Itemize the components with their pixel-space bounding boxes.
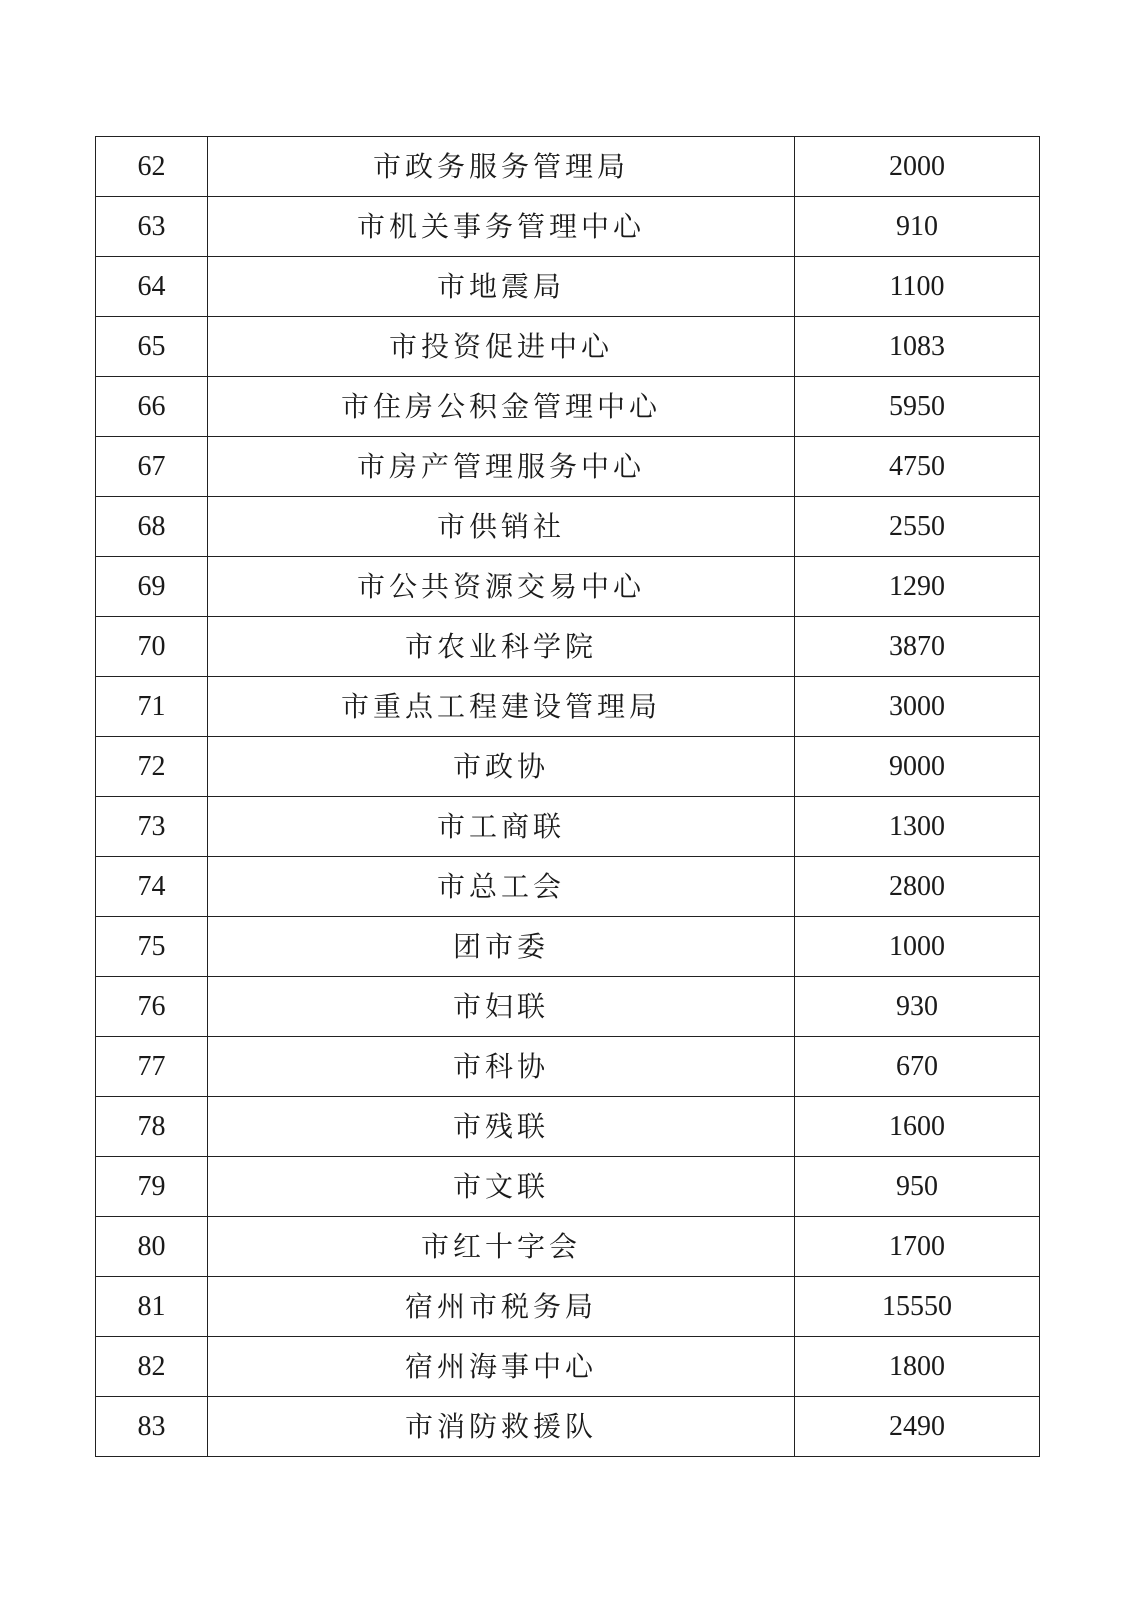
table-row (96, 1157, 1040, 1217)
row-number: 76 (96, 977, 208, 1037)
table-row (96, 1337, 1040, 1397)
table-row (96, 617, 1040, 677)
row-number: 80 (96, 1217, 208, 1277)
row-number: 65 (96, 317, 208, 377)
unit-name: 市残联 (208, 1097, 795, 1157)
unit-name: 市文联 (208, 1157, 795, 1217)
amount-value: 930 (795, 977, 1040, 1037)
amount-value: 5950 (795, 377, 1040, 437)
amount-value: 1600 (795, 1097, 1040, 1157)
table-row (96, 317, 1040, 377)
unit-name: 市重点工程建设管理局 (208, 677, 795, 737)
unit-name: 市科协 (208, 1037, 795, 1097)
amount-value: 1100 (795, 257, 1040, 317)
table-row (96, 1397, 1040, 1457)
table-row (96, 1037, 1040, 1097)
unit-name: 市消防救援队 (208, 1397, 795, 1457)
unit-name: 市农业科学院 (208, 617, 795, 677)
table-row (96, 197, 1040, 257)
amount-value: 1800 (795, 1337, 1040, 1397)
row-number: 69 (96, 557, 208, 617)
table-row (96, 737, 1040, 797)
unit-name: 市政务服务管理局 (208, 137, 795, 197)
row-number: 77 (96, 1037, 208, 1097)
amount-value: 1083 (795, 317, 1040, 377)
table-row (96, 857, 1040, 917)
table-row (96, 377, 1040, 437)
row-number: 71 (96, 677, 208, 737)
amount-value: 910 (795, 197, 1040, 257)
allocation-table (95, 136, 1040, 1457)
amount-value: 4750 (795, 437, 1040, 497)
row-number: 74 (96, 857, 208, 917)
amount-value: 2800 (795, 857, 1040, 917)
amount-value: 1000 (795, 917, 1040, 977)
amount-value: 9000 (795, 737, 1040, 797)
amount-value: 950 (795, 1157, 1040, 1217)
amount-value: 3000 (795, 677, 1040, 737)
table-row (96, 257, 1040, 317)
amount-value: 3870 (795, 617, 1040, 677)
table-row (96, 557, 1040, 617)
unit-name: 宿州市税务局 (208, 1277, 795, 1337)
amount-value: 670 (795, 1037, 1040, 1097)
unit-name: 市妇联 (208, 977, 795, 1037)
amount-value: 1700 (795, 1217, 1040, 1277)
table-row (96, 1217, 1040, 1277)
row-number: 73 (96, 797, 208, 857)
unit-name: 市公共资源交易中心 (208, 557, 795, 617)
table-row (96, 1277, 1040, 1337)
table-row (96, 677, 1040, 737)
row-number: 81 (96, 1277, 208, 1337)
unit-name: 市工商联 (208, 797, 795, 857)
amount-value: 1300 (795, 797, 1040, 857)
table-row (96, 797, 1040, 857)
row-number: 83 (96, 1397, 208, 1457)
unit-name: 市总工会 (208, 857, 795, 917)
table-row (96, 977, 1040, 1037)
unit-name: 市机关事务管理中心 (208, 197, 795, 257)
row-number: 79 (96, 1157, 208, 1217)
unit-name: 市供销社 (208, 497, 795, 557)
row-number: 78 (96, 1097, 208, 1157)
row-number: 66 (96, 377, 208, 437)
row-number: 63 (96, 197, 208, 257)
row-number: 64 (96, 257, 208, 317)
unit-name: 市房产管理服务中心 (208, 437, 795, 497)
amount-value: 2550 (795, 497, 1040, 557)
table-row (96, 1097, 1040, 1157)
amount-value: 2490 (795, 1397, 1040, 1457)
row-number: 82 (96, 1337, 208, 1397)
row-number: 75 (96, 917, 208, 977)
row-number: 67 (96, 437, 208, 497)
unit-name: 市住房公积金管理中心 (208, 377, 795, 437)
row-number: 70 (96, 617, 208, 677)
unit-name: 宿州海事中心 (208, 1337, 795, 1397)
table-row (96, 437, 1040, 497)
row-number: 62 (96, 137, 208, 197)
unit-name: 市政协 (208, 737, 795, 797)
amount-value: 1290 (795, 557, 1040, 617)
unit-name: 市红十字会 (208, 1217, 795, 1277)
unit-name: 市投资促进中心 (208, 317, 795, 377)
table-row (96, 137, 1040, 197)
amount-value: 2000 (795, 137, 1040, 197)
unit-name: 团市委 (208, 917, 795, 977)
amount-value: 15550 (795, 1277, 1040, 1337)
row-number: 72 (96, 737, 208, 797)
table-row (96, 917, 1040, 977)
table-row (96, 497, 1040, 557)
unit-name: 市地震局 (208, 257, 795, 317)
table-body (96, 137, 1040, 1457)
row-number: 68 (96, 497, 208, 557)
